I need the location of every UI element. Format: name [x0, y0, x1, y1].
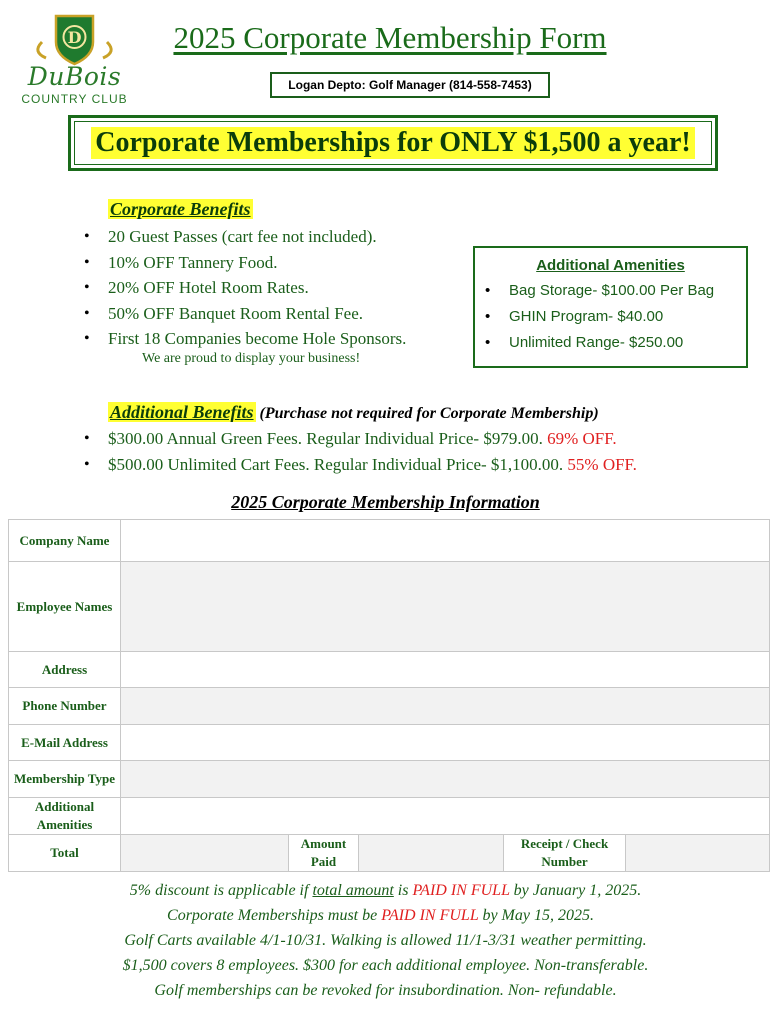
receipt-number-field[interactable]	[626, 835, 770, 872]
contact-box: Logan Depto: Golf Manager (814-558-7453)	[270, 72, 550, 98]
footer-notes	[0, 878, 771, 1003]
discount-text: 55% OFF.	[567, 454, 637, 474]
discount-text: 69% OFF.	[547, 429, 617, 448]
additional-benefits-list	[82, 426, 637, 477]
footer-line: 5% discount is applicable if total amount is PAID IN FULL by January 1, 2025.	[129, 882, 642, 899]
company-name-field[interactable]	[121, 520, 770, 562]
amenities-heading: Additional Amenities	[536, 257, 685, 274]
list-item: • Unlimited Range- $250.00	[475, 330, 746, 356]
list-item: • 50% OFF Banquet Room Rental Fee.	[82, 301, 406, 327]
list-item: • First 18 Companies become Hole Sponsors.	[82, 326, 406, 352]
amount-paid-label: Amount Paid	[289, 835, 359, 872]
additional-amenities-field[interactable]	[121, 798, 770, 835]
club-logo	[12, 12, 137, 107]
address-field[interactable]	[121, 652, 770, 688]
list-item: • 20 Guest Passes (cart fee not included).	[82, 224, 406, 250]
company-name-label: Company Name	[9, 520, 121, 562]
address-label: Address	[9, 652, 121, 688]
list-item: • Bag Storage- $100.00 Per Bag	[475, 278, 746, 304]
email-address-label: E-Mail Address	[9, 725, 121, 761]
page-title: 2025 Corporate Membership Form	[173, 20, 607, 55]
membership-type-field[interactable]	[121, 761, 770, 798]
employee-names-label: Employee Names	[9, 562, 121, 652]
svg-text:D: D	[67, 28, 82, 47]
additional-amenities-label: Additional Amenities	[9, 798, 121, 835]
benefits-note: We are proud to display your business!	[142, 351, 361, 366]
additional-benefits-note: (Purchase not required for Corporate Membership)	[259, 405, 599, 422]
list-item: • 10% OFF Tannery Food.	[82, 250, 406, 276]
footer-line: Golf Carts available 4/1-10/31. Walking is allowed 11/1-3/31 weather permitting.	[124, 932, 647, 949]
footer-line: $1,500 covers 8 employees. $300 for each additional employee. Non-transferable.	[122, 957, 649, 974]
membership-type-label: Membership Type	[9, 761, 121, 798]
membership-form-table	[8, 519, 770, 872]
logo-subtitle: COUNTRY CLUB	[21, 92, 128, 106]
amenities-box	[473, 246, 748, 368]
list-item: • GHIN Program- $40.00	[475, 304, 746, 330]
amount-paid-field[interactable]	[359, 835, 504, 872]
benefits-heading: Corporate Benefits	[110, 199, 251, 219]
phone-number-field[interactable]	[121, 688, 770, 725]
list-item: • 20% OFF Hotel Room Rates.	[82, 275, 406, 301]
footer-line: Corporate Memberships must be PAID IN FULL by May 15, 2025.	[167, 907, 594, 924]
list-item: • $500.00 Unlimited Cart Fees. Regular Individual Price- $1,100.00. 55% OFF.	[82, 452, 637, 478]
amenities-list	[475, 278, 746, 356]
list-item: • $300.00 Annual Green Fees. Regular Individual Price- $979.00. 69% OFF.	[82, 426, 637, 452]
info-title: 2025 Corporate Membership Information	[231, 492, 540, 512]
banner-text: Corporate Memberships for ONLY $1,500 a year!	[91, 127, 694, 159]
total-label: Total	[9, 835, 121, 872]
phone-number-label: Phone Number	[9, 688, 121, 725]
crest-icon	[12, 12, 137, 67]
benefits-list	[82, 224, 406, 352]
receipt-number-label: Receipt / Check Number	[504, 835, 626, 872]
additional-benefits-heading: Additional Benefits (Purchase not required for Corporate Membership)	[110, 402, 599, 422]
logo-script: DuBois	[27, 62, 122, 91]
total-field[interactable]	[121, 835, 289, 872]
footer-line: Golf memberships can be revoked for insubordination. Non- refundable.	[154, 982, 617, 999]
email-address-field[interactable]	[121, 725, 770, 761]
price-banner	[68, 115, 718, 171]
employee-names-field[interactable]	[121, 562, 770, 652]
